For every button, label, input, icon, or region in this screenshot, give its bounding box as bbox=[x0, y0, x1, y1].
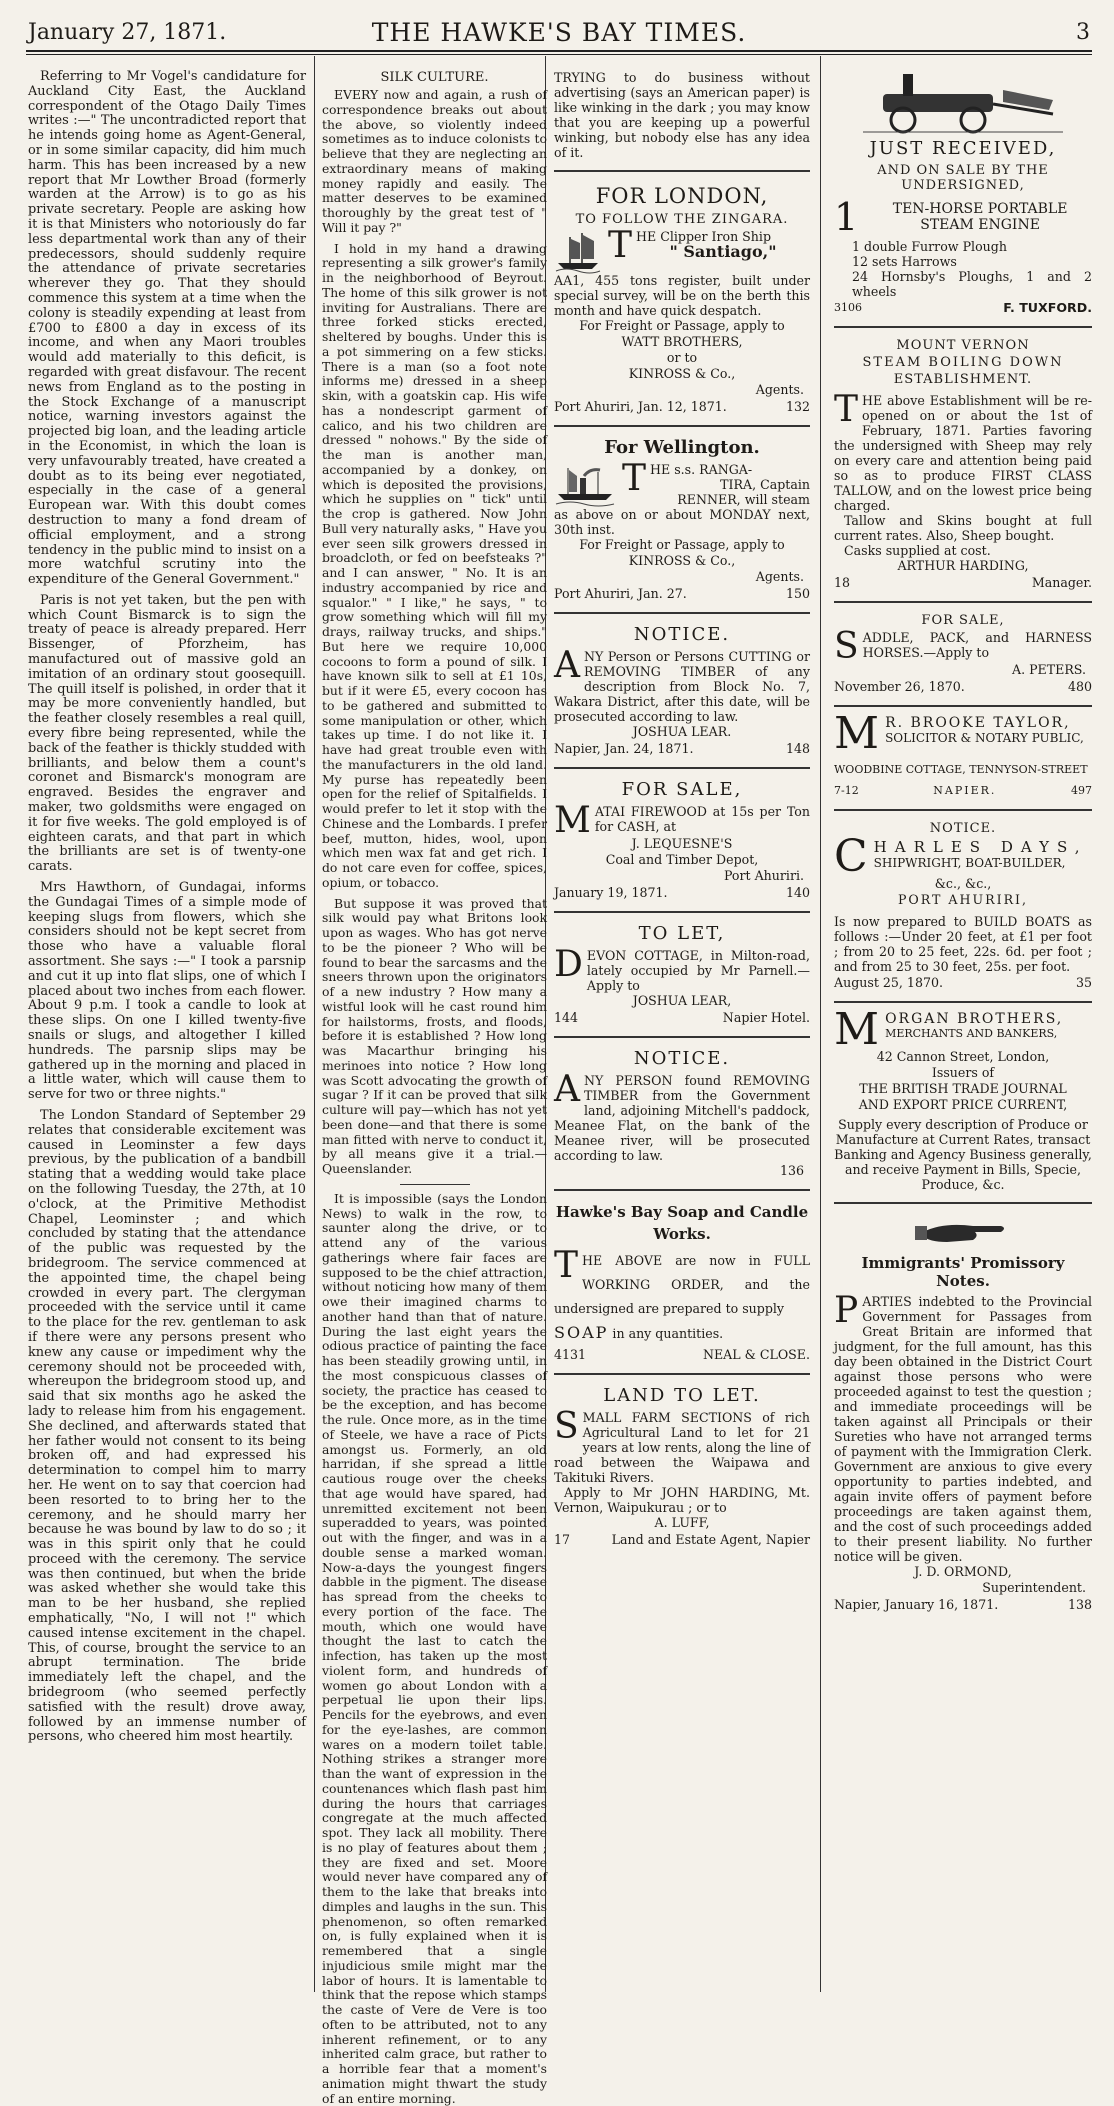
ad-immigrants-notes: Immigrants' Promissory Notes. PARTIES indebted to the Provincial Government for Passages from Great Britain are informed that judgment, for the full amount, has this day been obtained in the District Court against those persons who were proceeded against to test the question ; and immediate proceedings will be taken against all Principals or their Sureties who have not arranged terms of payment with the Immigration Clerk. Government are anxious to give every opportunity to parties indebted, and again invite offers of payment before proceedings are taken against them, and the cost of such proceedings added to their present liability. No further notice will be given. J. D. ORMOND, Superintendent. Napier, January 16, 1871. 138 bbox=[834, 1204, 1092, 1623]
ad-soap-candle-works: Hawke's Bay Soap and Candle Works. THE ABOVE are now in FULL WORKING ORDER, and the undersigned are prepared to supply SOAP in any quantities. 4131 NEAL & CLOSE. bbox=[554, 1191, 810, 1375]
ad-for-wellington: For Wellington. THE s.s. RANGA- TIRA, Captain RENNER, will steam as above on or about MONDAY next, 30th inst. For Freight or Passage, apply to KINROSS & Co., Agents. Port Ahuriri, Jan. 27. 150 bbox=[554, 427, 810, 614]
article-paragraph: But suppose it was proved that silk would pay what Britons look upon as wages. Who has got nerve to be the pioneer ? Who will be found to bear the sarcasms and the sneers thrown upon the originators of a new industry ? How many a wistful look will he cast round him for hailstorms, frosts, and floods, before it is established ? How long was Macarthur bringing his merinoes into notice ? How long was Scott advocating the growth of sugar ? If it can be proved that silk culture will pay—which has not yet been done—and that there is some man fitted with nerve to conduct it, by all means give it a trial.—Queenslander. bbox=[322, 895, 547, 1176]
ad-brooke-taylor: M R. BROOKE TAYLOR, SOLICITOR & NOTARY PUBLIC, WOODBINE COTTAGE, TENNYSON-STREET 7-12 NAPIER. 497 bbox=[834, 707, 1092, 811]
ad-morgan-brothers: M ORGAN BROTHERS, MERCHANTS AND BANKERS, 42 Cannon Street, London, Issuers of THE BRITISH TRADE JOURNAL AND EXPORT PRICE CURRENT, Supply every description of Produce or Manufacture at Current Rates, transact Banking and Agency Business generally, and receive Payment in Bills, Specie, Produce, &c. bbox=[834, 1003, 1092, 1204]
article-bismarck-pen: Paris is not yet taken, but the pen with which Count Bismarck is to sign the treaty of peace is already prepared. Herr Bissenger, of Pforzheim, has manufactured out of massive gold an imitation of an ordinary stout goosequill. The quill itself is polished, in order that it may be more conveniently handled, but the feather closely resembles a real quill, every fibre being represented, while the back of the feather is thickly studded with brilliants, and below them a count's coronet and Bismarck's monogram are engraved. Besides the engraver and maker, two goldsmiths were engaged on it for five weeks. The gold employed is of eighteen carats, and that part in which the brilliants are set is of twenty-one carats. bbox=[28, 592, 306, 875]
article-vogel: Referring to Mr Vogel's candidature for Auckland City East, the Auckland correspondent of the Otago Daily Times writes :—" The uncontradicted report that he intends going home as Agent-General, or in some similar capacity, did him much harm. This has been increased by a new report that Mr Lowther Broad (formerly warden at the Arrow) is to go as his private secretary. People are asking how it is that Ministers who notoriously do far less departmental work than any of their predecessors, should suddenly require the attendance of private secretaries wherever they go. That they should commence this system at a time when the colony is steadily expending at least from £700 to £800 a day in excess of its income, and when any Maori troubles would add materially to this deficit, is regarded with great disfavour. The recent news from England as to the posting in the Stock Exchange of a manuscript notice, warning investors against the projected big loan, and the leading article in the Economist, in which the loan is very unfavourably treated, have created a doubt as to its being ever negotiated, especially in the case of a general European war. With this doubt comes destruction to many a fond dream of official employment, and a strong tendency in the public mind to insist on a more watchful scrutiny into the expenditure of the General Government." bbox=[28, 69, 306, 588]
ad-notice-timber-block: NOTICE. ANY Person or Persons CUTTING or REMOVING TIMBER of any description from Block No. 7, Wakara District, after this date, will be prosecuted according to law. JOSHUA LEAR. Napier, Jan. 24, 1871. 148 bbox=[554, 614, 810, 769]
ad-notice-timber-government: NOTICE. ANY PERSON found REMOVING TIMBER from the Government land, adjoining Mitchell's paddock, Meanee Flat, on the bank of the Meanee river, will be prosecuted according to law. 136 bbox=[554, 1038, 810, 1191]
steamship-icon bbox=[554, 462, 616, 506]
ad-mount-vernon: MOUNT VERNON STEAM BOILING DOWN ESTABLISHMENT. THE above Establishment will be re-opened on or about the 1st of February, 1871. Parties favoring the undersigned with Sheep may rely on every care and attention being paid so as to produce FIRST CLASS TALLOW, and on the lowest price being charged. Tallow and Skins bought at full current rates. Also, Sheep bought. Casks supplied at cost. ARTHUR HARDING, 18 Manager. bbox=[834, 328, 1092, 603]
masthead-rule bbox=[26, 50, 1092, 52]
column-ads-notices bbox=[834, 70, 1092, 1988]
column-silk bbox=[322, 70, 547, 2106]
ad-for-london: FOR LONDON, TO FOLLOW THE ZINGARA. THE Clipper Iron Ship " Santiago," AA1, 455 tons register, built under special survey, will be on the berth this month and have quick despatch. For Freight or Passage, apply to WATT BROTHERS, or to KINROSS & Co., Agents. Port Ahuriri, Jan. 12, 1871. 132 bbox=[554, 172, 810, 427]
ad-firewood-for-sale: FOR SALE, MATAI FIREWOOD at 15s per Ton for CASH, at J. LEQUESNE'S Coal and Timber Depot, Port Ahuriri. January 19, 1871. 140 bbox=[554, 769, 810, 913]
column-ads-shipping bbox=[554, 70, 810, 1988]
column-divider bbox=[820, 56, 821, 1992]
masthead-rule-thin bbox=[26, 54, 1092, 55]
ad-charles-days: NOTICE. C HARLES DAYS, SHIPWRIGHT, BOAT-BUILDER, &c., &c., PORT AHURIRI, Is now prepared to BUILD BOATS as follows :—Under 20 feet, at £1 per foot ; from 20 to 25 feet, 22s. 6d. per foot ; and from 25 to 30 feet, 25s. per foot. August 25, 1870. 35 bbox=[834, 811, 1092, 1003]
article-paragraph: I hold in my hand a drawing representing a silk grower's family in the neighborhood of Beyrout. The home of this silk grower is not inviting for Australians. There are three forked sticks erected, sheltered by boughs. Under this is a pot simmering on a few sticks. There is a man (so a foot note informs me) dressed in a sheep skin, with a goatskin cap. His wife has a nondescript garment of calico, and his two children are dressed " nohows." By the side of the man is another man, accompanied by a donkey, on which is deposited the provisions, which he supplies on " tick" until the crop is gathered. Now John Bull very naturally asks, " Have you ever seen silk growers dressed in broadcloth, or fed on beefsteaks ?" and I can answer, " No. It is an industry accompanied by rice and squalor." " I like," he says, " to grow something which will fill my drays, railway trucks, and ships." But here we require 10,000 cocoons to form a pound of silk. I have known silk to sell at £1 10s, but if it were £5, every cocoon has to be gathered and submitted to some manipulation or other, which takes up time. I do not like it. I have had great trouble even with the manufacturers in the old land. My purse has repeatedly been open for the relief of Spitalfields. I would prefer to let it stop with the Chinese and the Lombards. I prefer beef, mutton, hides, wool, upon which men wax fat and get rich. I do not care even for coffee, spices, opium, or tobacco. bbox=[322, 240, 547, 890]
ad-advertising-quip: TRYING to do business without advertising (says an American paper) is like winking in the dark ; you may know that you are keeping up a powerful winking, but nobody else has any idea of it. bbox=[554, 70, 810, 172]
article-leominster-wedding: The London Standard of September 29 relates that considerable excitement was caused in Leominster a few days previous, by the publication of a bandbill stating that a wedding would take place on the following Tuesday, the 27th, at 10 o'clock, at the Primitive Methodist Chapel, Leominster ; and which concluded by stating that the attendance of the public was requested by the bridegroom. The service commenced at the appointed time, the chapel being crowded in every part. The clergyman proceeded with the service until it came to the place for the rev. gentleman to ask if there were any persons present who knew any cause or impediment why the ceremony should not be proceeded with, whereupon the bridegroom stood up, and said that six months ago he asked the lady to release him from his engagement. She declined, and afterwards stated that her father would not consent to its being broken off, and had expressed his determination to compel him to marry her. He went on to say that coercion had been resorted to to bring her to the ceremony, and he should marry her because he was bound by law to do so ; it was in this spirit only that he could proceed with the ceremony. The service was then continued, but when the bride was asked whether she would take this man to be her husband, she replied emphatically, "No, I will not !" which caused intense excitement in the chapel. This, of course, brought the service to an abrupt termination. The bride immediately left the chapel, and the bridegroom (who seemed perfectly satisfied with the result) drove away, followed by an immense number of persons, who cheered him most heartily. bbox=[28, 1107, 306, 1745]
column-divider bbox=[314, 56, 315, 1992]
steam-engine-illustration-icon bbox=[853, 70, 1073, 134]
column-news bbox=[28, 70, 306, 1988]
ad-just-received: JUST RECEIVED, AND ON SALE BY THE UNDERSIGNED, 1 TEN-HORSE PORTABLE STEAM ENGINE 1 double Furrow Plough 12 sets Harrows 24 Hornsby's Ploughs, 1 and 2 wheels 3106 F. TUXFORD. bbox=[834, 70, 1092, 328]
article-painting-face: It is impossible (says the London News) to walk in the row, to saunter along the drive, or to attend any of the various gatherings where fair faces are supposed to be the chief attraction, without noticing how many of them owe their imagined charms to another hand than that of nature. During the last eight years the odious practice of painting the face has been steadily growing until, in the most conspicuous classes of society, the practice has ceased to be the exception, and has become the rule. Once more, as in the time of Steele, we have a race of Picts amongst us. Formerly, an old harridan, if she spread a little cautious rouge over the cheeks that age would have spared, had unremitted excitement not been superadded to years, was pointed out with the finger, and was in a double sense a marked woman. Now-a-days the youngest fingers dabble in the pigment. The disease has spread from the cheeks to every portion of the face. The mouth, which one would have thought the last to catch the infection, has taken up the most violent form, and hundreds of women go about London with a perpetual lie upon their lips. Pencils for the eyebrows, and even for the eye-lashes, are common wares on a modern toilet table. Nothing strikes a stranger more than the want of expression in the countenances which flash past him during the hours that carriages congregate at the much affected spot. They lack all mobility. There is no play of features about them ; they are fixed and set. Moore would never have compared any of them to the lake that breaks into dimples and laughs in the sun. This phenomenon, so often remarked on, is fully explained when it is remembered that a single injudicious smile might mar the labor of hours. It is lamentable to think that the repose which stamps the caste of Vere de Vere is too often to be attributed, not to any inherent refinement, or to any inherited calm grace, but rather to a horrible fear that a moment's animation might thwart the study of an entire morning. bbox=[322, 1190, 547, 2106]
page-number: 3 bbox=[1076, 20, 1090, 45]
ad-saddle-horses: FOR SALE, SADDLE, PACK, and HARNESS HORSES.—Apply to A. PETERS. November 26, 1870. 480 bbox=[834, 603, 1092, 707]
issue-date: January 27, 1871. bbox=[28, 20, 227, 45]
ship-name: " Santiago," bbox=[669, 242, 777, 261]
ad-cottage-to-let: TO LET, DEVON COTTAGE, in Milton-road, lately occupied by Mr Parnell.—Apply to JOSHUA LEAR, 144 Napier Hotel. bbox=[554, 913, 810, 1038]
masthead bbox=[28, 16, 1090, 50]
ad-land-to-let: LAND TO LET. SMALL FARM SECTIONS of rich Agricultural Land to let for 21 years at low rents, along the line of road between the Waipawa and Takituki Rivers. Apply to Mr JOHN HARDING, Mt. Vernon, Waipukurau ; or to A. LUFF, 17 Land and Estate Agent, Napier bbox=[554, 1385, 810, 1547]
hand-pointer-icon bbox=[913, 1212, 1013, 1250]
newspaper-title: THE HAWKE'S BAY TIMES. bbox=[371, 18, 747, 47]
article-heading: SILK CULTURE. bbox=[380, 70, 489, 85]
article-separator bbox=[400, 1184, 470, 1185]
article-paragraph: EVERY now and again, a rush of correspondence breaks out about the above, so violently indeed sometimes as to induce colonists to believe that they are neglecting an extraordinary means of making money rapidly and easily. The matter deserves to be examined thoroughly by the great test of " Will it pay ?" bbox=[322, 87, 547, 235]
article-slugs: Mrs Hawthorn, of Gundagai, informs the Gundagai Times of a simple mode of keeping slugs from flowers, which she considers should not be kept secret from those who have a valuable floral assortment. She says :—" I took a parsnip and cut it up into flat slips, one of which I placed about two inches from each flower. About 9 p.m. I took a candle to look at these slips. On one I killed twenty-five snails or slugs, and altogether I killed hundreds. The parsnip slips may be gathered up in the morning and placed in a little water, which will cause them to serve for two or three nights." bbox=[28, 880, 306, 1103]
clipper-ship-icon bbox=[554, 229, 602, 273]
